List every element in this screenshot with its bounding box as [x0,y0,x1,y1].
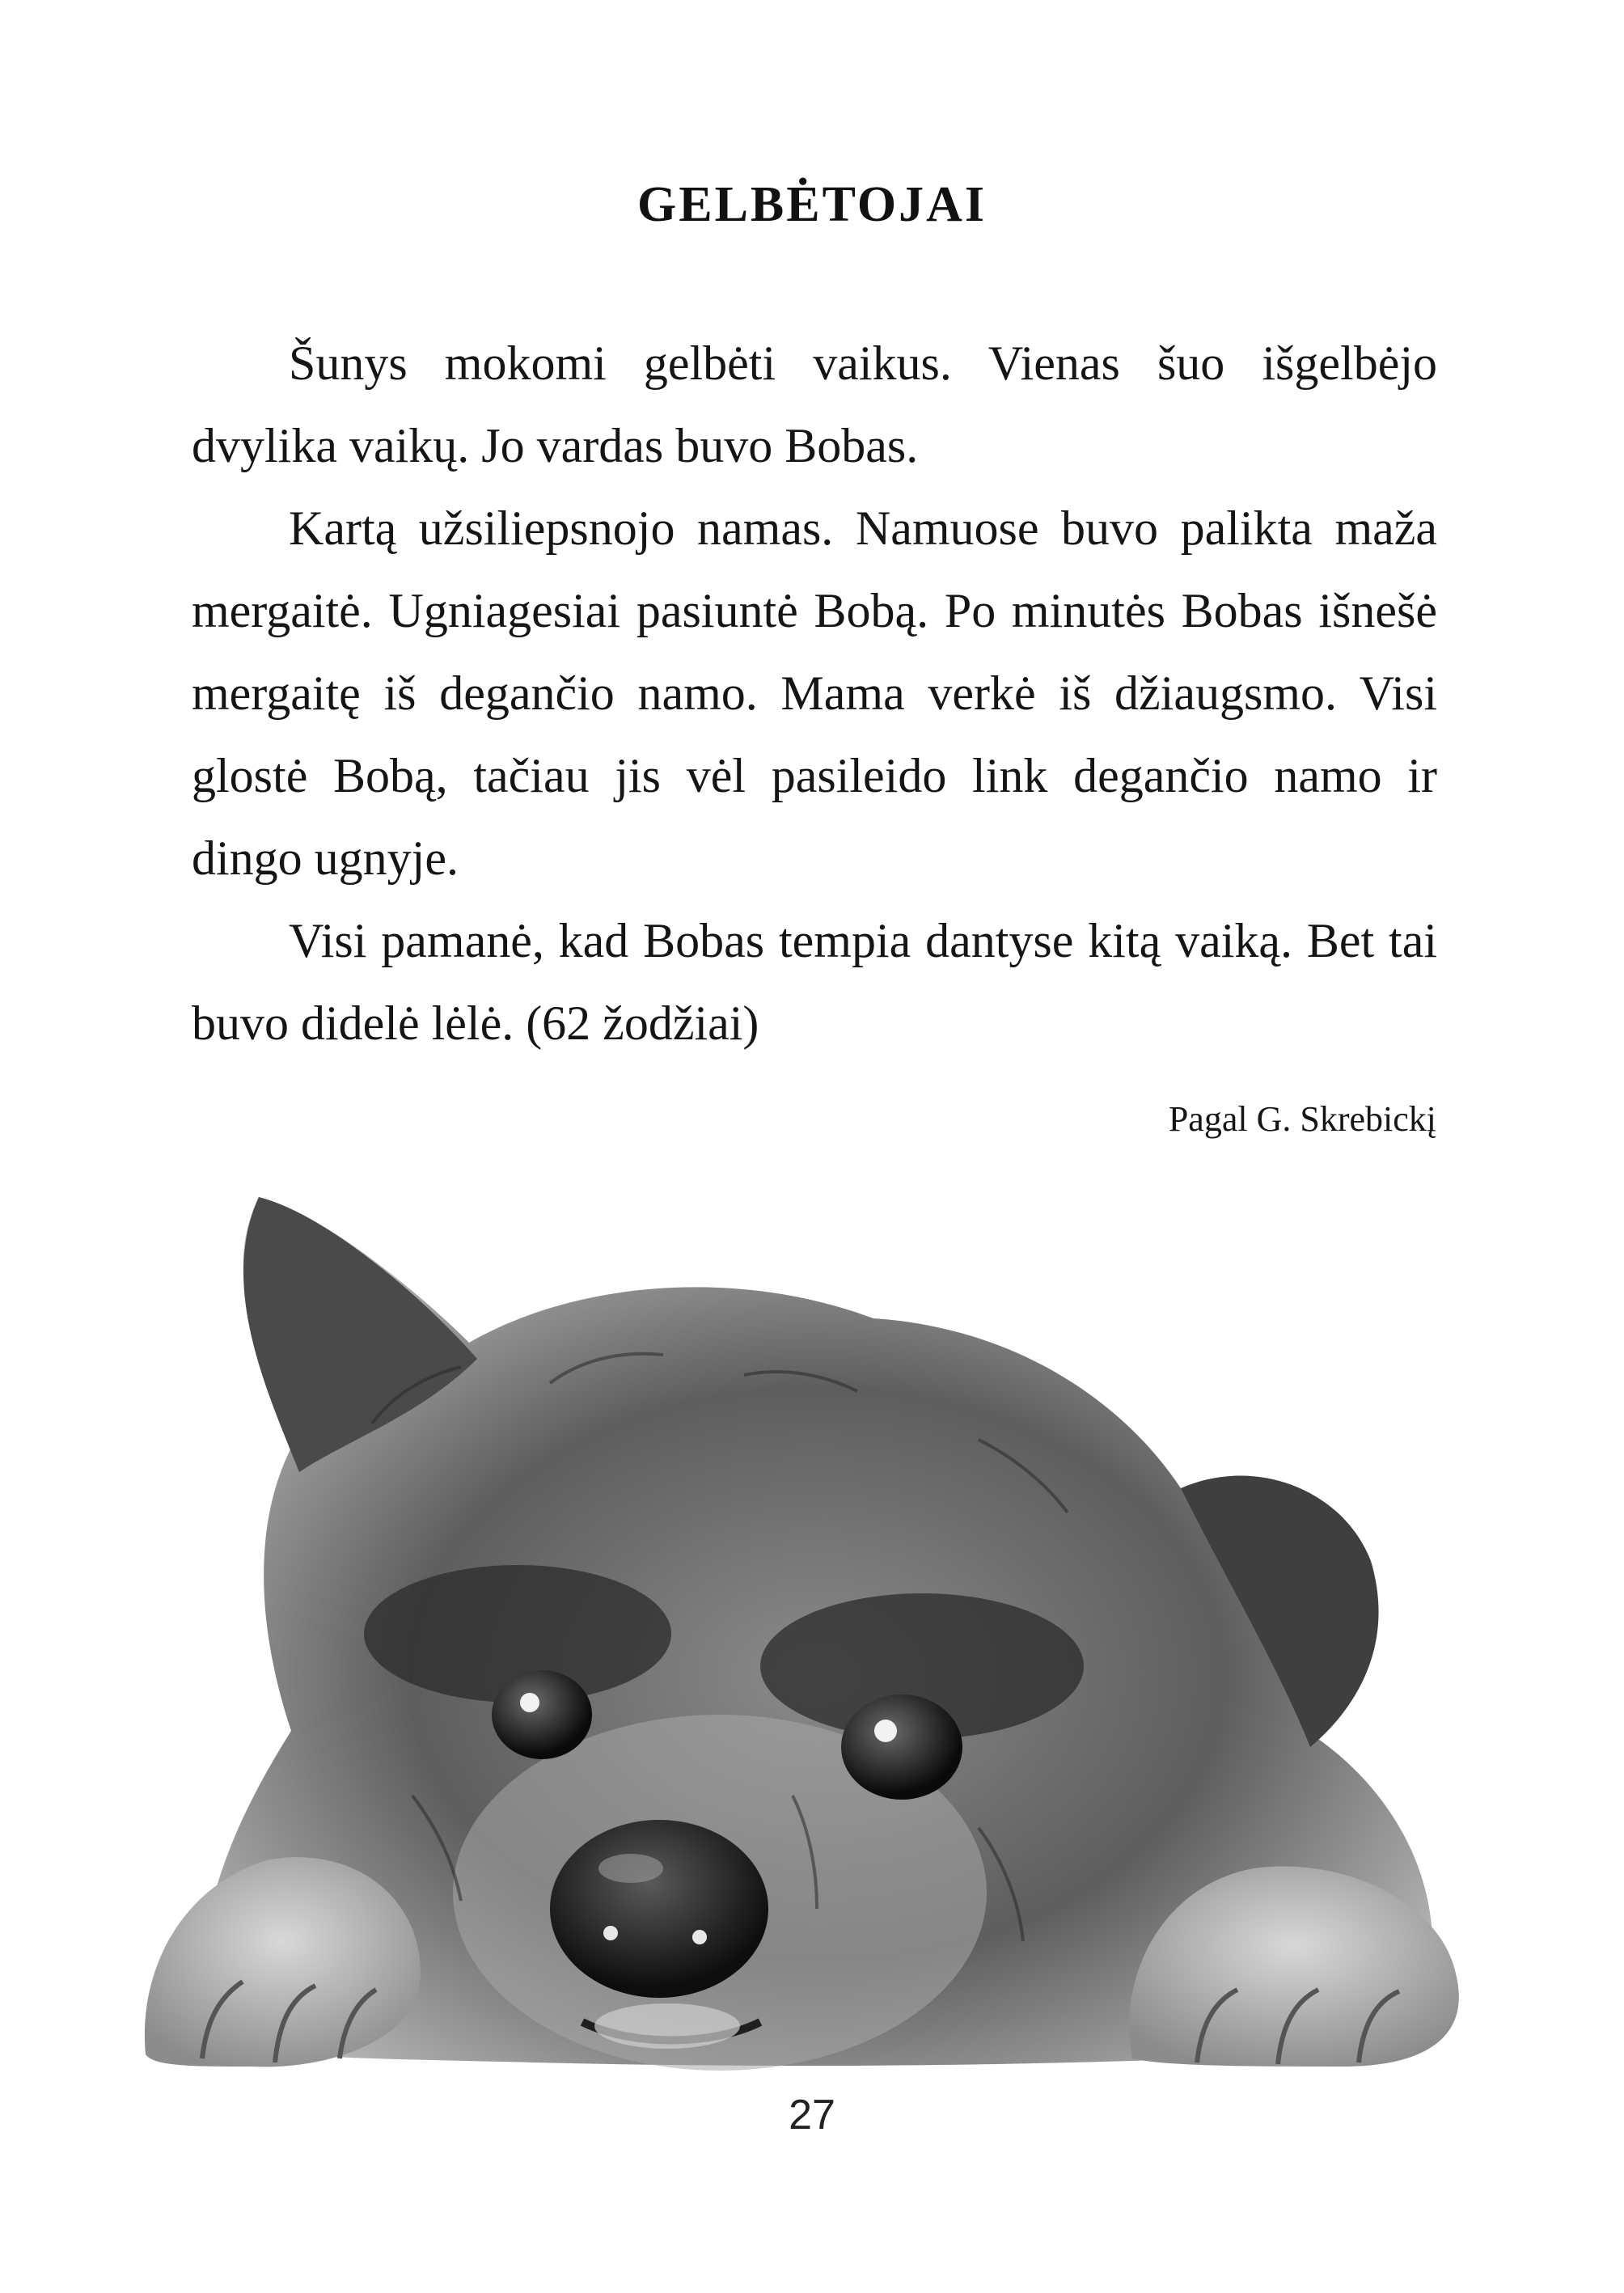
story-title: GELBĖTOJAI [636,177,987,232]
story-paragraph-3: Visi pamanė, kad Bobas tempia dantyse kitą vaiką. Bet tai buvo didelė lėlė. (62 žodžiai) [192,914,1437,1050]
story-paragraph-1: Šunys mokomi gelbėti vaikus. Vienas šuo išgelbėjo dvylika vaikų. Jo vardas buvo Bobas. [192,336,1437,472]
puppy-illustration [129,1181,1488,2091]
story-paragraph-2: Kartą užsiliepsnojo namas. Namuose buvo palikta maža mergaitė. Ugniagesiai pasiuntė Bobą. Po minutės Bobas išnešė mergaitę iš degančio namo. Mama verkė iš džiaugsmo. Visi glostė Bobą, tačiau jis vėl pasileido link degančio namo ir dingo ugnyje. [192,501,1437,885]
nose-shape [550,1820,768,1998]
left-paw-shape [145,1857,421,2067]
right-eye-shape [841,1694,962,1800]
left-eye-shape [492,1670,592,1759]
story-source: Pagal G. Skrebickį [1168,1099,1436,1139]
page-number: 27 [789,2092,835,2139]
story-text [192,322,1437,1064]
